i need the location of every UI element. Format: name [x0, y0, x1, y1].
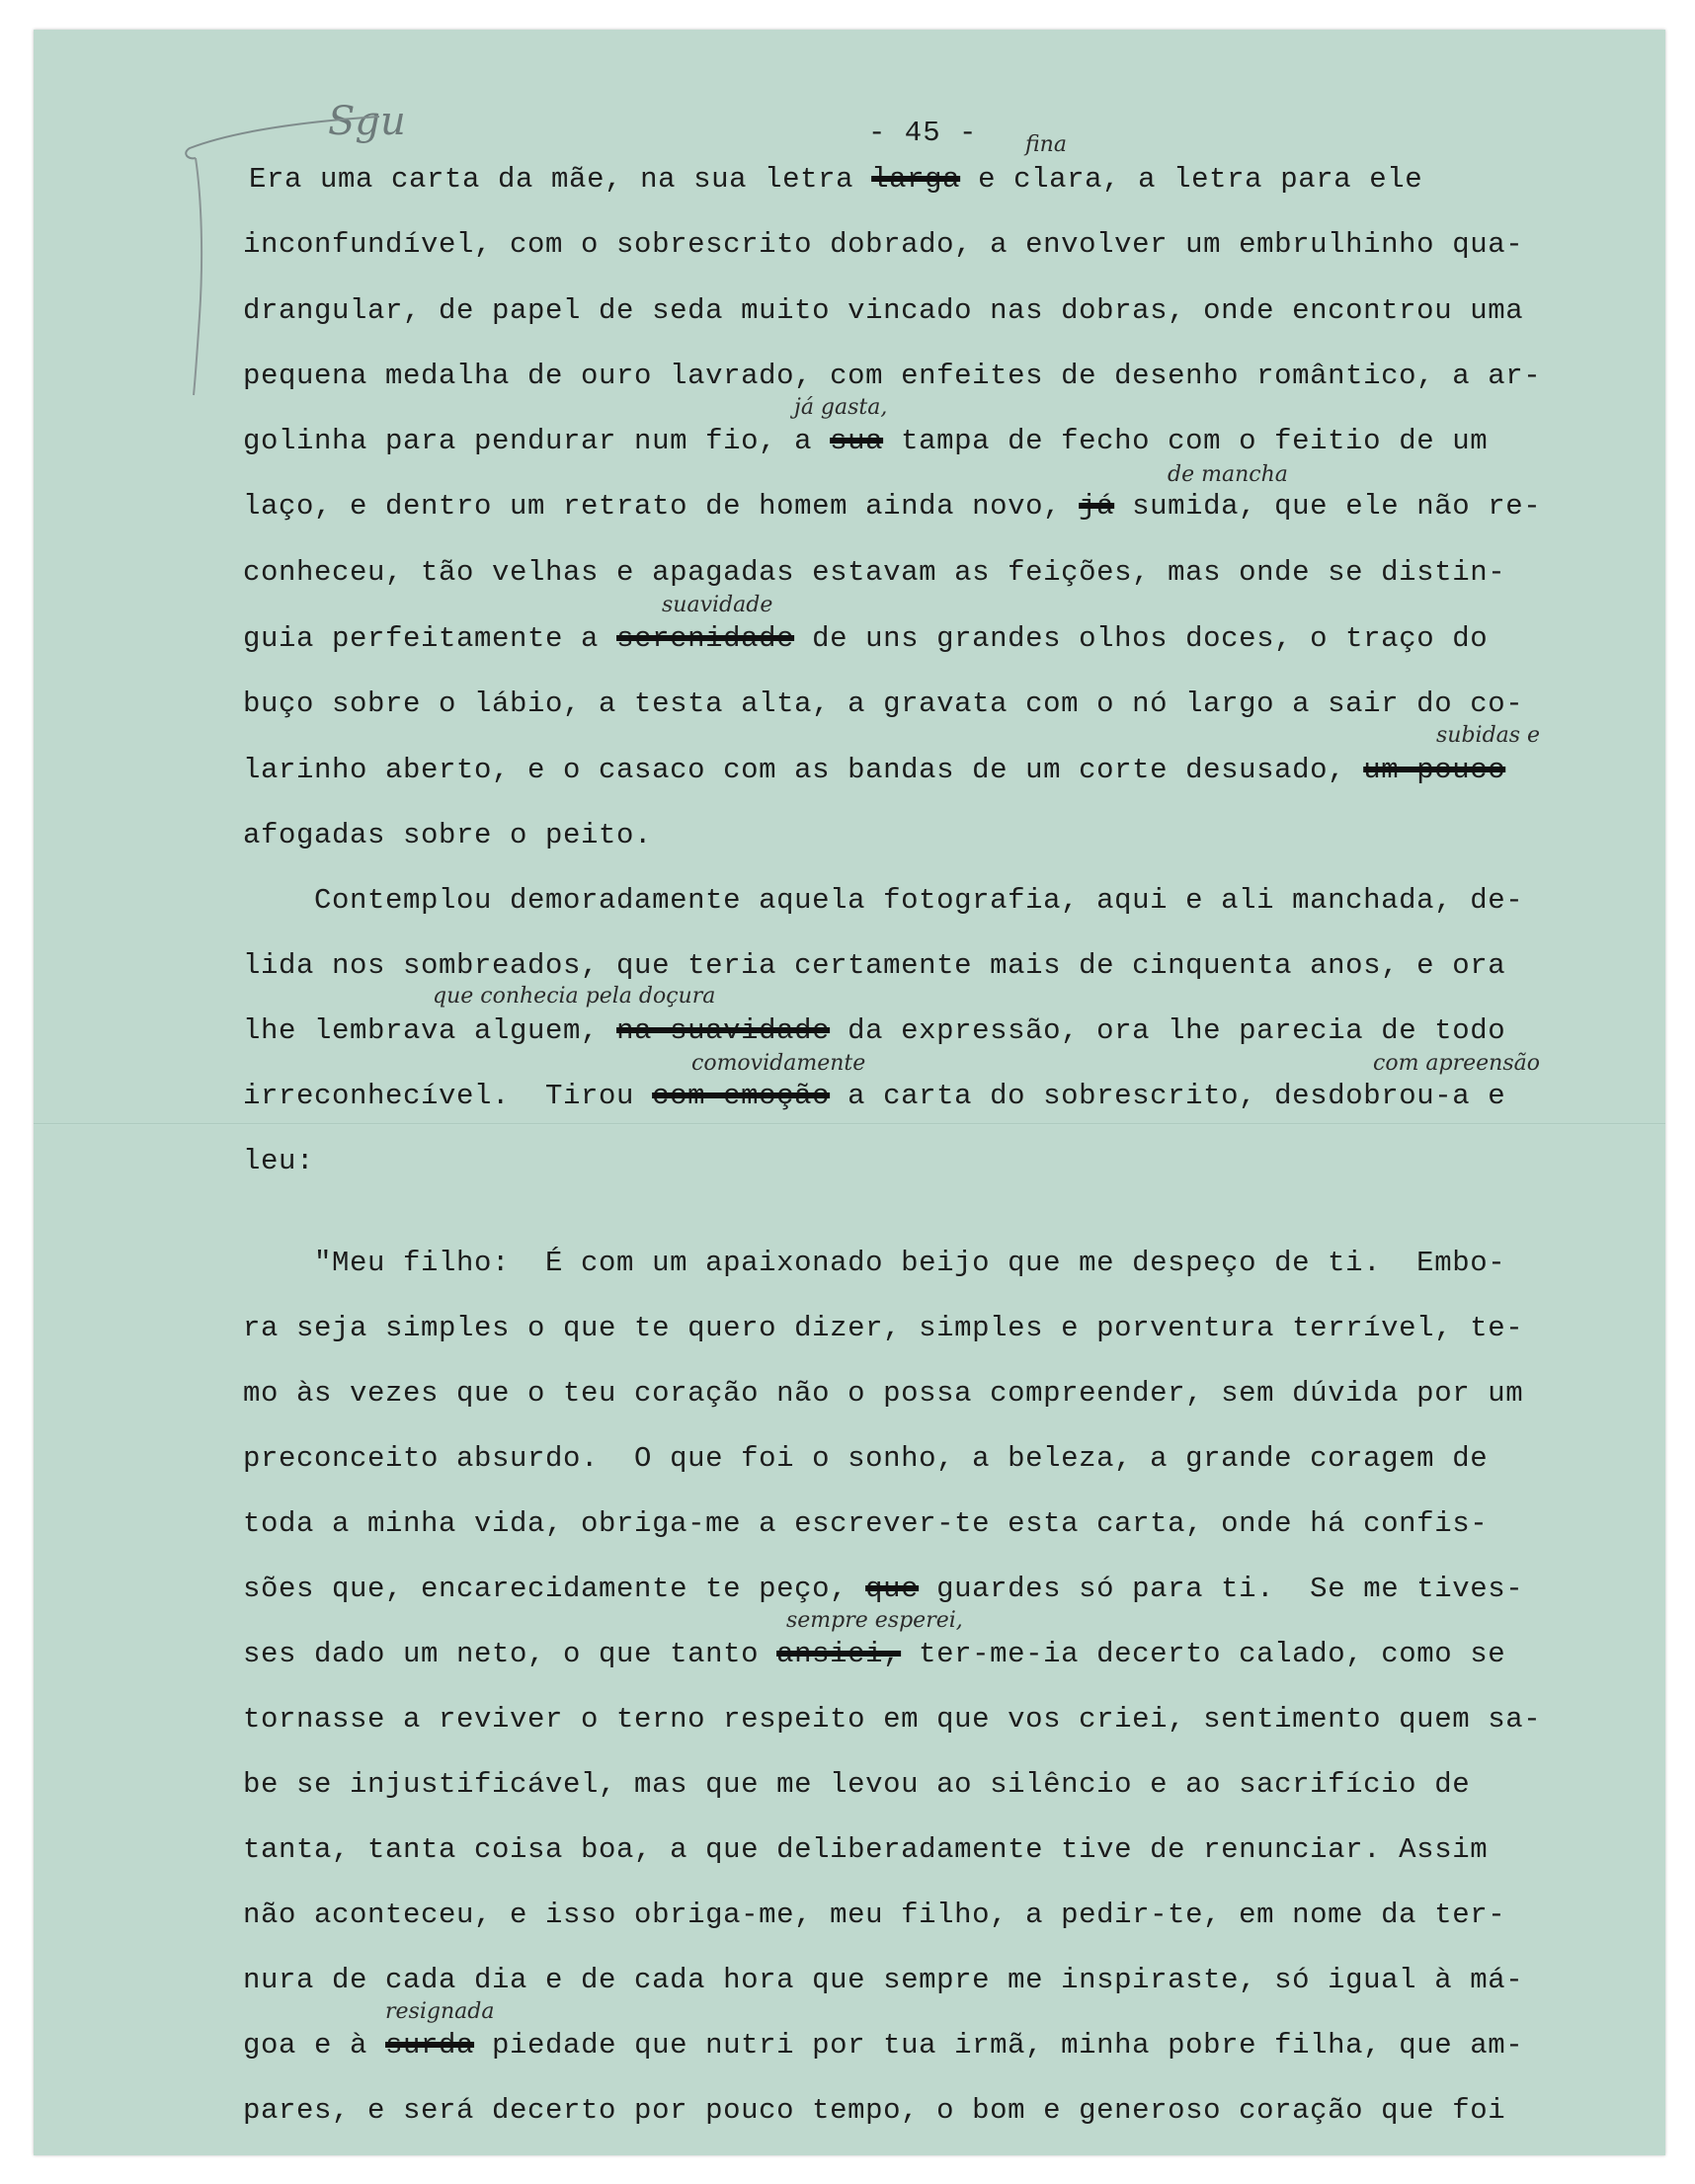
handwritten-insertion: subidas e	[1436, 723, 1541, 748]
handwritten-insertion: comovidamente	[691, 1051, 866, 1076]
text-line: afogadas sobre o peito.	[243, 819, 653, 851]
text-line: Contemplou demoradamente aquela fotografia, aqui e ali manchada, de-	[243, 884, 1524, 917]
text-line	[243, 2029, 1523, 2062]
text-line: "Meu filho: É com um apaixonado beijo que me despeço de ti. Embo-	[243, 1247, 1506, 1279]
deleted-word: ansiei,	[776, 1638, 902, 1670]
deleted-word: um pouco	[1363, 754, 1506, 786]
text-line	[243, 1080, 1505, 1112]
manuscript-page	[34, 30, 1665, 2155]
text-span: piedade que nutri por tua irmã, minha pobre filha, que am-	[474, 2029, 1524, 2062]
text-line: lida nos sombreados, que teria certamente mais de cinquenta anos, e ora	[243, 949, 1506, 982]
text-line	[243, 622, 1488, 655]
text-line: be se injustificável, mas que me levou ao silêncio e ao sacrifício de	[243, 1768, 1471, 1801]
text-span: de uns grandes olhos doces, o traço do	[794, 622, 1489, 655]
text-line	[243, 1638, 1505, 1670]
text-line: inconfundível, com o sobrescrito dobrado, a envolver um embrulhinho qua-	[243, 228, 1524, 261]
text-line	[178, 163, 1422, 196]
body-text	[34, 30, 1665, 2155]
text-span: golinha para pendurar num fio, a	[243, 425, 831, 457]
deleted-word: serenidade	[616, 622, 795, 655]
page-number: - 45 -	[868, 117, 978, 149]
text-line: toda a minha vida, obriga-me a escrever-te esta carta, onde há confis-	[243, 1507, 1489, 1540]
text-span: tampa de fecho com o feitio de um	[883, 425, 1489, 457]
text-span: lhe lembrava alguem,	[243, 1014, 617, 1047]
deleted-word: com emoção	[652, 1080, 831, 1112]
text-span: laço, e dentro um retrato de homem ainda novo,	[243, 490, 1080, 523]
deleted-word: sua	[830, 425, 884, 457]
text-span: sões que, encarecidamente te peço,	[243, 1573, 866, 1605]
text-span: goa e à	[243, 2029, 386, 2062]
text-span: e clara, a letra para ele	[960, 163, 1423, 196]
text-span: larinho aberto, e o casaco com as bandas de um corte desusado,	[243, 754, 1364, 786]
text-span: irreconhecível. Tirou	[243, 1080, 653, 1112]
text-span: a carta do sobrescrito, desdobrou-a e	[830, 1080, 1506, 1112]
text-span: guia perfeitamente a	[243, 622, 617, 655]
text-line: buço sobre o lábio, a testa alta, a gravata com o nó largo a sair do co-	[243, 688, 1524, 720]
text-line: mo às vezes que o teu coração não o possa compreender, sem dúvida por um	[243, 1377, 1524, 1410]
handwritten-insertion: fina	[1025, 132, 1067, 157]
text-span: ter-me-ia decerto calado, como se	[901, 1638, 1506, 1670]
text-line	[243, 1014, 1505, 1047]
handwritten-insertion: suavidade	[662, 593, 773, 617]
handwritten-insertion: com apreensão	[1373, 1051, 1540, 1076]
text-line: leu:	[243, 1145, 315, 1177]
deleted-word: na suavidade	[616, 1014, 831, 1047]
text-line	[243, 754, 1505, 786]
deleted-word: larga	[871, 163, 961, 196]
handwritten-insertion: sempre esperei,	[786, 1608, 963, 1633]
text-line	[243, 425, 1488, 457]
text-line	[243, 490, 1541, 523]
text-line: tanta, tanta coisa boa, a que deliberadamente tive de renunciar. Assim	[243, 1833, 1489, 1866]
text-line: conheceu, tão velhas e apagadas estavam as feições, mas onde se distin-	[243, 556, 1506, 589]
text-line: ra seja simples o que te quero dizer, simples e porventura terrível, te-	[243, 1312, 1524, 1344]
handwritten-insertion: que conhecia pela doçura	[433, 984, 716, 1009]
handwritten-signature: Sgu	[328, 99, 406, 144]
text-line: pares, e será decerto por pouco tempo, o bom e generoso coração que foi	[243, 2094, 1506, 2127]
deleted-word: já	[1079, 490, 1115, 523]
handwritten-insertion: resignada	[385, 1999, 495, 2024]
deleted-word: surda	[385, 2029, 475, 2062]
text-line: pequena medalha de ouro lavrado, com enfeites de desenho romântico, a ar-	[243, 360, 1542, 392]
text-line	[243, 1573, 1523, 1605]
text-line: não aconteceu, e isso obriga-me, meu filho, a pedir-te, em nome da ter-	[243, 1899, 1506, 1931]
text-line: nura de cada dia e de cada hora que sempre me inspiraste, só igual à má-	[243, 1964, 1524, 1996]
text-span: Era uma carta da mãe, na sua letra	[178, 163, 872, 196]
text-span: sumida, que ele não re-	[1114, 490, 1542, 523]
text-span: ses dado um neto, o que tanto	[243, 1638, 777, 1670]
text-line: tornasse a reviver o terno respeito em que vos criei, sentimento quem sa-	[243, 1703, 1542, 1736]
text-line: drangular, de papel de seda muito vincado nas dobras, onde encontrou uma	[243, 294, 1524, 327]
handwritten-insertion: já gasta,	[794, 395, 888, 420]
text-line: preconceito absurdo. O que foi o sonho, a beleza, a grande coragem de	[243, 1442, 1489, 1475]
deleted-word: que	[865, 1573, 920, 1605]
handwritten-insertion: de mancha	[1168, 462, 1288, 487]
text-span: da expressão, ora lhe parecia de todo	[830, 1014, 1506, 1047]
text-span: guardes só para ti. Se me tives-	[919, 1573, 1524, 1605]
